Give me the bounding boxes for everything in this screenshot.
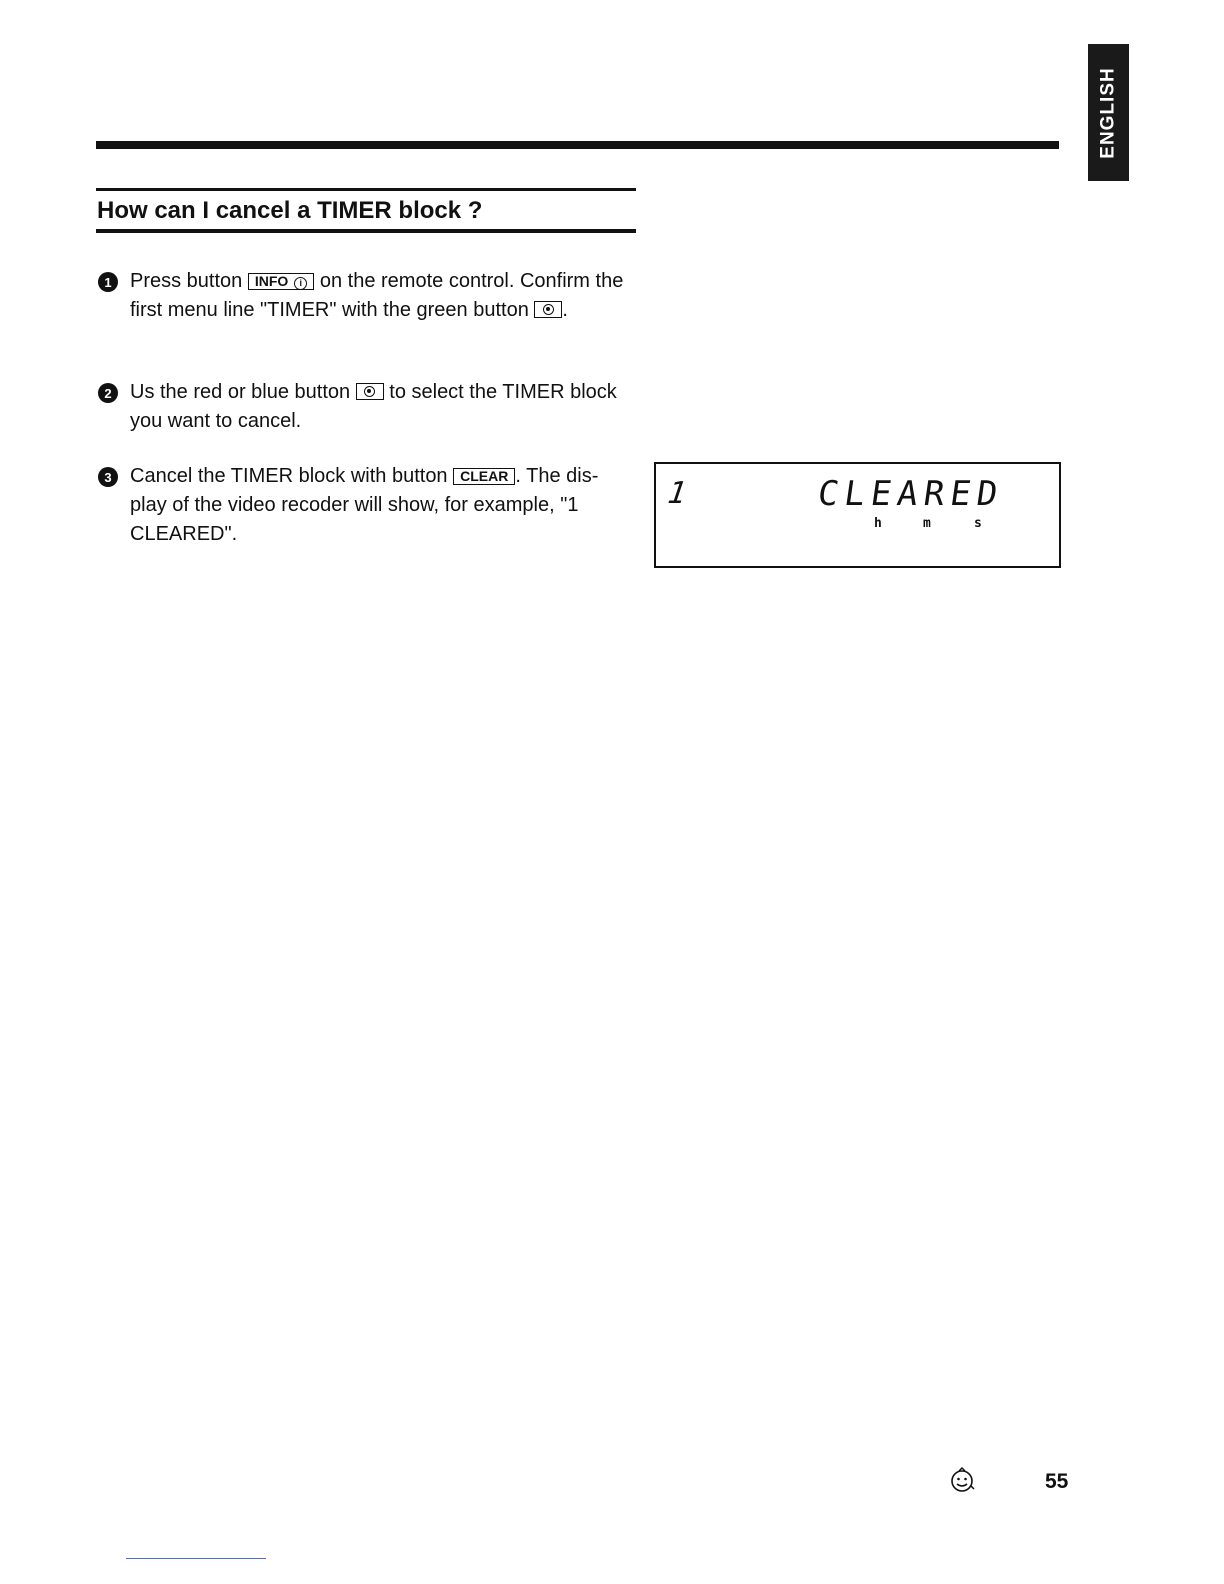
section-title: How can I cancel a TIMER block ? xyxy=(97,197,483,224)
step-marker: 1 xyxy=(98,272,118,292)
display-unit-minutes: m xyxy=(923,516,931,531)
display-number: 1 xyxy=(665,476,689,511)
vcr-display xyxy=(654,462,1061,568)
step-text: Press button INFO i on the remote control. Confirm the first menu line "TIMER" with the green button . xyxy=(130,270,624,321)
red-blue-button-key xyxy=(356,383,384,400)
language-label: ENGLISH xyxy=(1097,66,1119,159)
language-tab xyxy=(1088,44,1129,181)
display-text: CLEARED xyxy=(815,474,1007,514)
step-marker: 2 xyxy=(98,383,118,403)
step-3 xyxy=(98,462,643,549)
step-text: Cancel the TIMER block with button CLEAR . The dis- play of the video recoder will show, for example, "1 CLEARED". xyxy=(130,465,599,545)
top-rule xyxy=(96,141,1059,149)
display-unit-seconds: s xyxy=(974,516,982,531)
circle-dot-icon xyxy=(543,304,554,315)
smiley-logo-icon xyxy=(948,1466,976,1494)
footer-line xyxy=(126,1558,266,1559)
step-2 xyxy=(98,378,638,436)
clear-key: CLEAR xyxy=(453,468,515,485)
heading-rule-top xyxy=(96,188,636,191)
green-button-key xyxy=(534,301,562,318)
info-key: INFO i xyxy=(248,273,314,290)
heading-rule-bottom xyxy=(96,229,636,233)
info-icon: i xyxy=(294,277,307,290)
page-number: 55 xyxy=(1045,1470,1069,1493)
step-marker: 3 xyxy=(98,467,118,487)
step-1 xyxy=(98,267,638,325)
circle-dot-icon xyxy=(364,386,375,397)
display-unit-hours: h xyxy=(874,516,882,531)
step-text: Us the red or blue button to select the TIMER block you want to cancel. xyxy=(130,381,617,432)
